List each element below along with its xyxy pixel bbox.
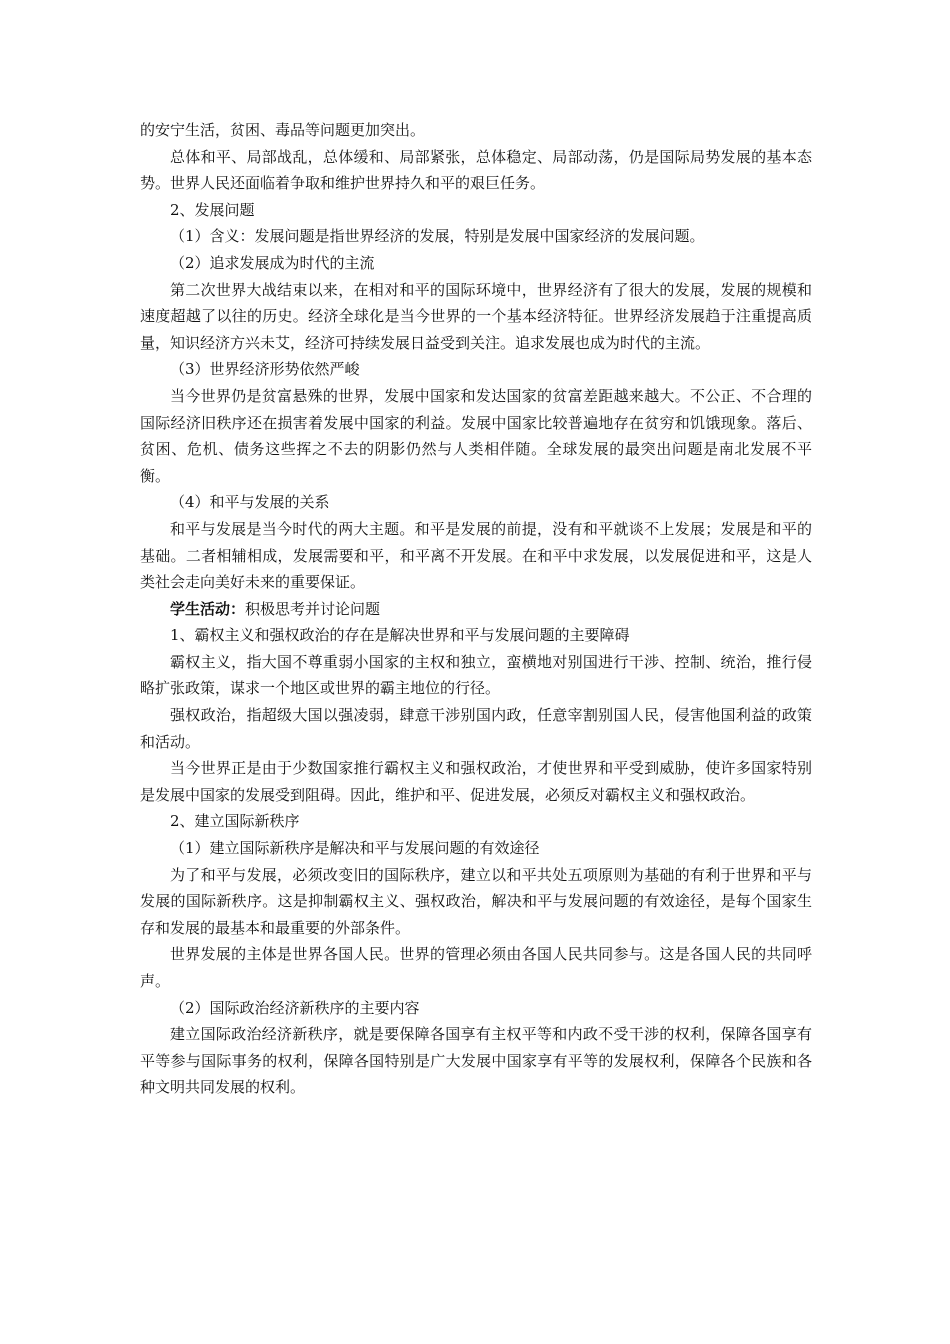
paragraph: 的安宁生活，贫困、毒品等问题更加突出。 [140,121,426,139]
paragraph: 世界发展的主体是世界各国人民。世界的管理必须由各国人民共同参与。这是各国人民的共同呼声。 [140,945,812,990]
subheading: （1）建立国际新秩序是解决和平与发展问题的有效途径 [170,839,540,858]
section-heading: 1、霸权主义和强权政治的存在是解决世界和平与发展问题的主要障碍 [170,626,630,645]
subheading: （4）和平与发展的关系 [170,493,330,512]
paragraph: 总体和平、局部战乱，总体缓和、局部紧张，总体稳定、局部动荡，仍是国际局势发展的基本态势。世界人民还面临着争取和维护世界持久和平的艰巨任务。 [140,147,812,193]
paragraph: 当今世界正是由于少数国家推行霸权主义和强权政治，才使世界和平受到威胁，使许多国家特别是发展中国家的发展受到阻碍。因此，维护和平、促进发展，必须反对霸权主义和强权政治。 [140,759,812,804]
section-heading: 2、发展问题 [170,200,255,219]
paragraph: 当今世界仍是贫富悬殊的世界，发展中国家和发达国家的贫富差距越来越大。不公正、不合理的国际经济旧秩序还在损害着发展中国家的利益。发展中国家比较普遍地存在贫穷和饥饿现象。落后、贫困、危机、债务这些挥之不去的阴影仍然与人类相伴随。全球发展的最突出问题是南北发展不平衡。 [140,386,812,485]
paragraph: 第二次世界大战结束以来，在相对和平的国际环境中，世界经济有了很大的发展，发展的规模和速度超越了以往的历史。经济全球化是当今世界的一个基本经济特征。世界经济发展趋于注重提高质量，知识经济方兴未艾，经济可持续发展日益受到关注。追求发展也成为时代的主流。 [140,280,812,352]
activity-label: 学生活动： [170,599,246,618]
subheading: （2）追求发展成为时代的主流 [170,253,375,272]
activity-text: 积极思考并讨论问题 [245,599,381,618]
document-page [140,117,812,1101]
subheading: （3）世界经济形势依然严峻 [170,360,360,379]
paragraph: 为了和平与发展，必须改变旧的国际秩序，建立以和平共处五项原则为基础的有利于世界和平与发展的国际新秩序。这是抑制霸权主义、强权政治，解决和平与发展问题的有效途径，是每个国家生存和发展的最基本和最重要的外部条件。 [140,865,812,937]
subheading: （2）国际政治经济新秩序的主要内容 [170,998,420,1017]
activity-line [140,596,812,623]
subheading: （1）含义：发展问题是指世界经济的发展，特别是发展中国家经济的发展问题。 [170,227,705,246]
paragraph: 和平与发展是当今时代的两大主题。和平是发展的前提，没有和平就谈不上发展；发展是和平的基础。二者相辅相成，发展需要和平，和平离不开发展。在和平中求发展，以发展促进和平，这是人类社会走向美好未来的重要保证。 [140,519,812,592]
paragraph: 建立国际政治经济新秩序，就是要保障各国享有主权平等和内政不受干涉的权利，保障各国享有平等参与国际事务的权利，保障各国特别是广大发展中国家享有平等的发展权利，保障各个民族和各种文明共同发展的权利。 [140,1025,812,1097]
paragraph: 强权政治，指超级大国以强凌弱，肆意干涉别国内政，任意宰割别国人民，侵害他国利益的政策和活动。 [140,706,812,751]
paragraph: 霸权主义，指大国不尊重弱小国家的主权和独立，蛮横地对别国进行干涉、控制、统治，推行侵略扩张政策，谋求一个地区或世界的霸主地位的行径。 [140,652,812,698]
section-heading: 2、建立国际新秩序 [170,812,300,831]
